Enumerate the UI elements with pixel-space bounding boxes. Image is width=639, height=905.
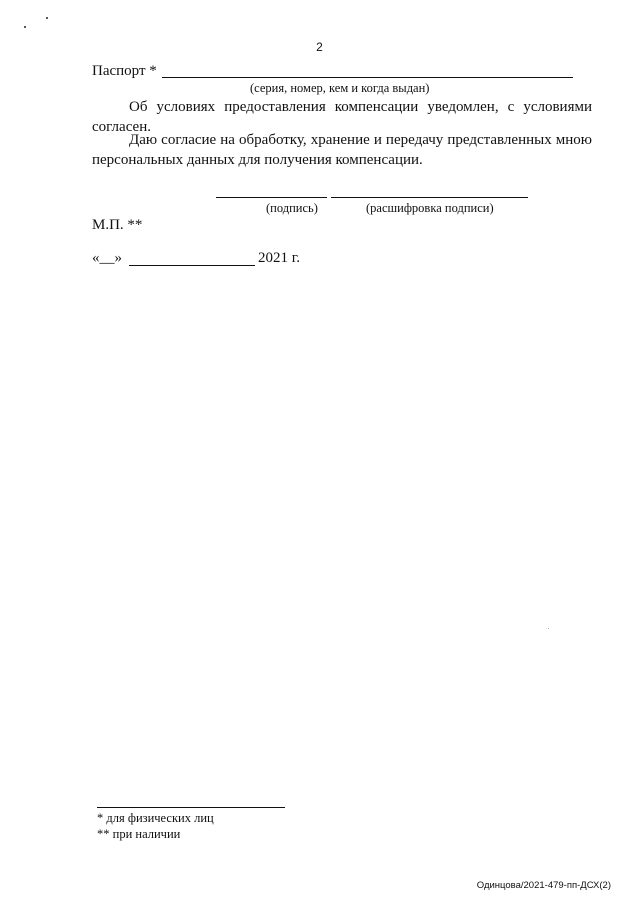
signature-line[interactable] xyxy=(216,197,327,198)
signature-caption: (подпись) xyxy=(266,201,318,215)
document-id: Одинцова/2021-479-пп-ДСХ(2) xyxy=(476,880,611,891)
footnote-if-available: ** при наличии xyxy=(97,827,181,841)
stamp-label: М.П. ** xyxy=(92,217,143,233)
passport-field-line[interactable] xyxy=(162,77,573,78)
date-day-field[interactable]: «__» xyxy=(92,250,122,266)
page-number: 2 xyxy=(316,40,323,54)
scan-artifact-dot xyxy=(24,26,26,28)
date-month-line[interactable] xyxy=(129,265,255,266)
passport-label: Паспорт * xyxy=(92,63,157,79)
notice-paragraph: Об условиях предоставления компенсации уведомлен, с условиями согласен. xyxy=(92,99,592,135)
date-year: 2021 г. xyxy=(258,250,300,266)
signature-decode-caption: (расшифровка подписи) xyxy=(366,201,494,215)
scan-artifact-dot xyxy=(46,17,48,19)
passport-caption: (серия, номер, кем и когда выдан) xyxy=(250,81,430,95)
scan-artifact-dot xyxy=(548,628,549,629)
footnote-separator xyxy=(97,807,285,808)
footnote-individuals: * для физических лиц xyxy=(97,811,214,825)
consent-paragraph: Даю согласие на обработку, хранение и передачу представленных мною персональных данных для получения компенсации. xyxy=(92,132,592,168)
signature-decode-line[interactable] xyxy=(331,197,528,198)
